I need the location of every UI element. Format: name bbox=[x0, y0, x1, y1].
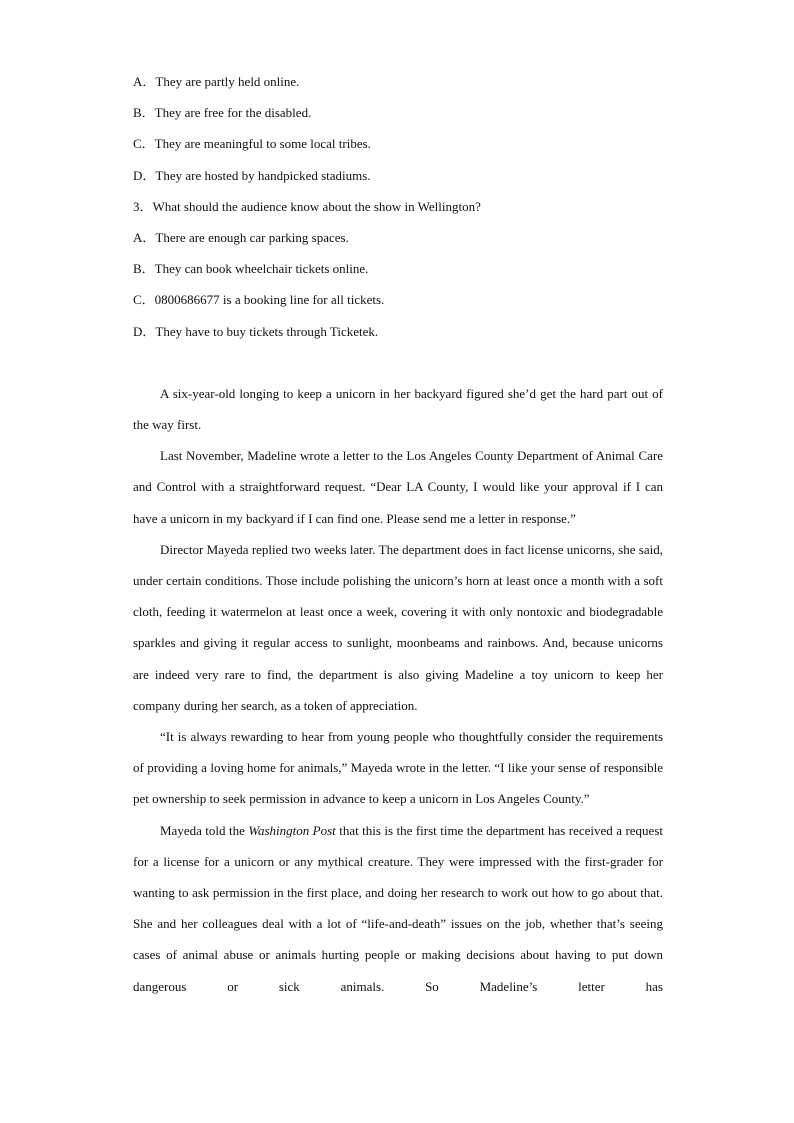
option-text: They are meaningful to some local tribes. bbox=[154, 136, 371, 152]
option-letter: C． bbox=[133, 292, 155, 308]
option-letter: D． bbox=[133, 323, 156, 339]
question-2-options bbox=[133, 66, 663, 191]
option-text: There are enough car parking spaces. bbox=[155, 230, 349, 246]
option-letter: C． bbox=[133, 136, 155, 152]
option-c bbox=[133, 284, 663, 315]
paragraph-4: “It is always rewarding to hear from young people who thoughtfully consider the requirements of providing a loving home for animals,” Mayeda wrote in the letter. “I like your sense of responsible pet ownership to seek permission in advance to keep a unicorn in Los Angeles County.” bbox=[133, 729, 663, 807]
paragraph-5-text: that this is the first time the department has received a request for a license for a unicorn or any mythical creature. They were impressed with the first-grader for wanting to ask permission in the first place, and doing her research to work out how to go about that. She and her colleagues deal with a lot of “life-and-death” issues on the job, whether that’s seeing cases of animal abuse or animals hurting people or making decisions about having to put down dangerous or sick animals. So Madeline’s letter has bbox=[133, 822, 663, 994]
question-text: What should the audience know about the show in Wellington? bbox=[152, 198, 481, 214]
paragraph-5-text: Mayeda told the bbox=[160, 822, 249, 838]
option-letter: D． bbox=[133, 167, 156, 183]
option-letter: A． bbox=[133, 230, 156, 246]
option-text: They are partly held online. bbox=[155, 74, 300, 89]
option-text: They are hosted by handpicked stadiums. bbox=[155, 167, 371, 183]
newspaper-title: Washington Post bbox=[248, 822, 336, 838]
option-d bbox=[133, 160, 663, 191]
paragraph-2: Last November, Madeline wrote a letter to the Los Angeles County Department of Animal Care and Control with a straightforward request. “Dear LA County, I would like your approval if I can have a unicorn in my backyard if I can find one. Please send me a letter in response.” bbox=[133, 448, 663, 526]
paragraph-5 bbox=[133, 815, 663, 1002]
option-b bbox=[133, 97, 663, 128]
option-d bbox=[133, 316, 663, 347]
question-3 bbox=[133, 191, 663, 222]
option-text: They have to buy tickets through Ticketek. bbox=[155, 323, 379, 339]
question-number: 3． bbox=[133, 198, 153, 214]
option-a bbox=[133, 222, 663, 253]
option-text: 0800686677 is a booking line for all tickets. bbox=[154, 292, 385, 308]
option-b bbox=[133, 253, 663, 284]
option-c bbox=[133, 128, 663, 159]
question-3-options bbox=[133, 222, 663, 347]
option-text: They are free for the disabled. bbox=[154, 105, 312, 121]
paragraph-3: Director Mayeda replied two weeks later. The department does in fact license unicorns, she said, under certain conditions. Those include polishing the unicorn’s horn at least once a month with a soft cloth, feeding it watermelon at least once a week, covering it with only nontoxic and biodegradable sparkles and giving it regular access to sunlight, moonbeams and rainbows. And, because unicorns are indeed very rare to find, the department is also giving Madeline a toy unicorn to keep her company during her search, as a token of appreciation. bbox=[133, 541, 663, 713]
option-text: They can book wheelchair tickets online. bbox=[154, 261, 369, 277]
paragraph-1: A six-year-old longing to keep a unicorn in her backyard figured she’d get the hard part out of the way first. bbox=[133, 385, 663, 433]
option-a bbox=[133, 66, 663, 97]
option-letter: A． bbox=[133, 74, 156, 89]
document-page bbox=[133, 66, 663, 1002]
option-letter: B． bbox=[133, 105, 155, 121]
reading-passage bbox=[133, 378, 663, 1002]
section-gap bbox=[133, 347, 663, 378]
option-letter: B． bbox=[133, 261, 155, 277]
